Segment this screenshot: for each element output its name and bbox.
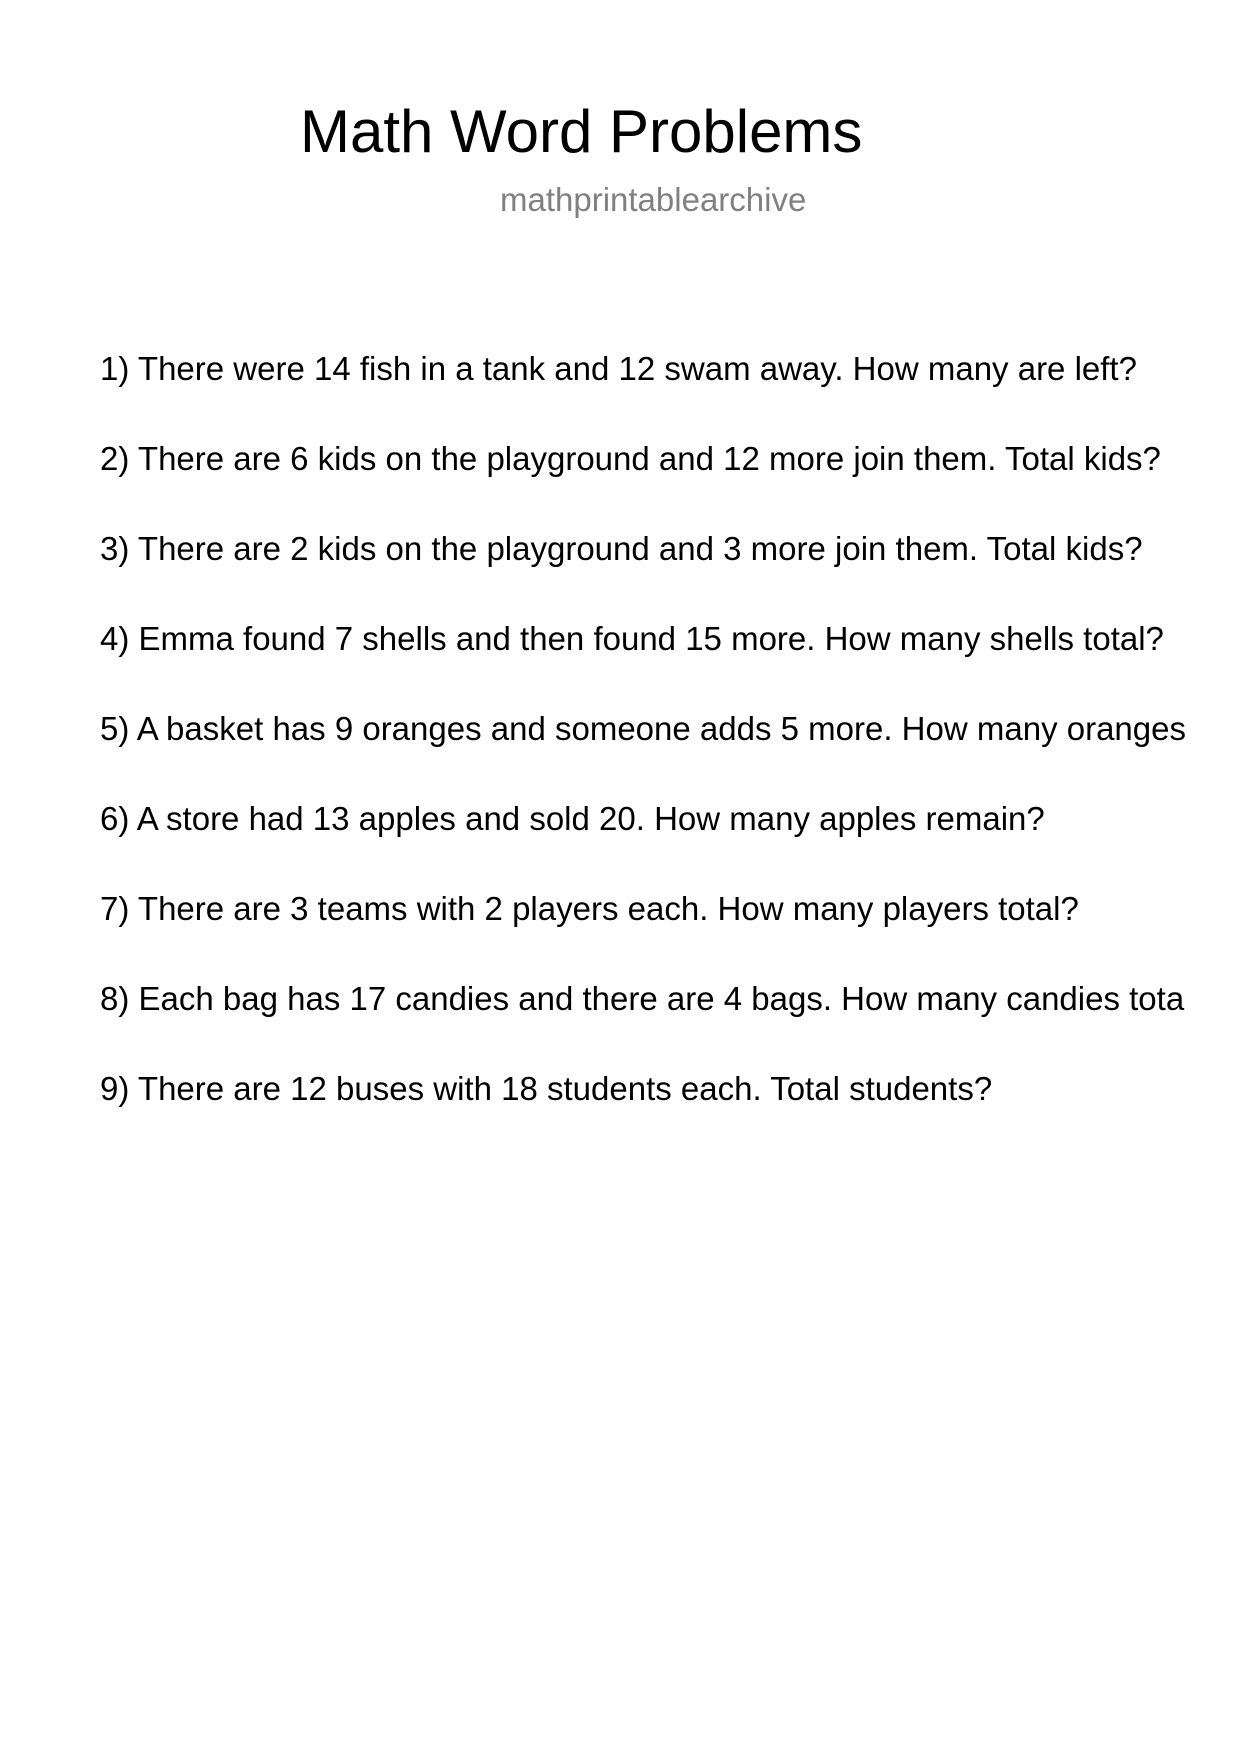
problem-item-6: 6) A store had 13 apples and sold 20. How many apples remain? <box>100 800 1045 837</box>
problem-item-4: 4) Emma found 7 shells and then found 15 more. How many shells total? <box>100 620 1164 657</box>
problem-list <box>100 349 1186 1159</box>
page-subtitle: mathprintablearchive <box>500 181 807 218</box>
problem-item-1: 1) There were 14 fish in a tank and 12 swam away. How many are left? <box>100 350 1137 387</box>
problem-item-2: 2) There are 6 kids on the playground and 12 more join them. Total kids? <box>100 440 1161 477</box>
problem-item-8: 8) Each bag has 17 candies and there are 4 bags. How many candies tota <box>100 980 1185 1017</box>
problem-item-3: 3) There are 2 kids on the playground and 3 more join them. Total kids? <box>100 530 1143 567</box>
page-title: Math Word Problems <box>300 98 863 165</box>
problem-item-5: 5) A basket has 9 oranges and someone adds 5 more. How many oranges <box>100 710 1186 747</box>
problem-item-7: 7) There are 3 teams with 2 players each. How many players total? <box>100 890 1079 927</box>
problem-item-9: 9) There are 12 buses with 18 students each. Total students? <box>100 1070 993 1107</box>
